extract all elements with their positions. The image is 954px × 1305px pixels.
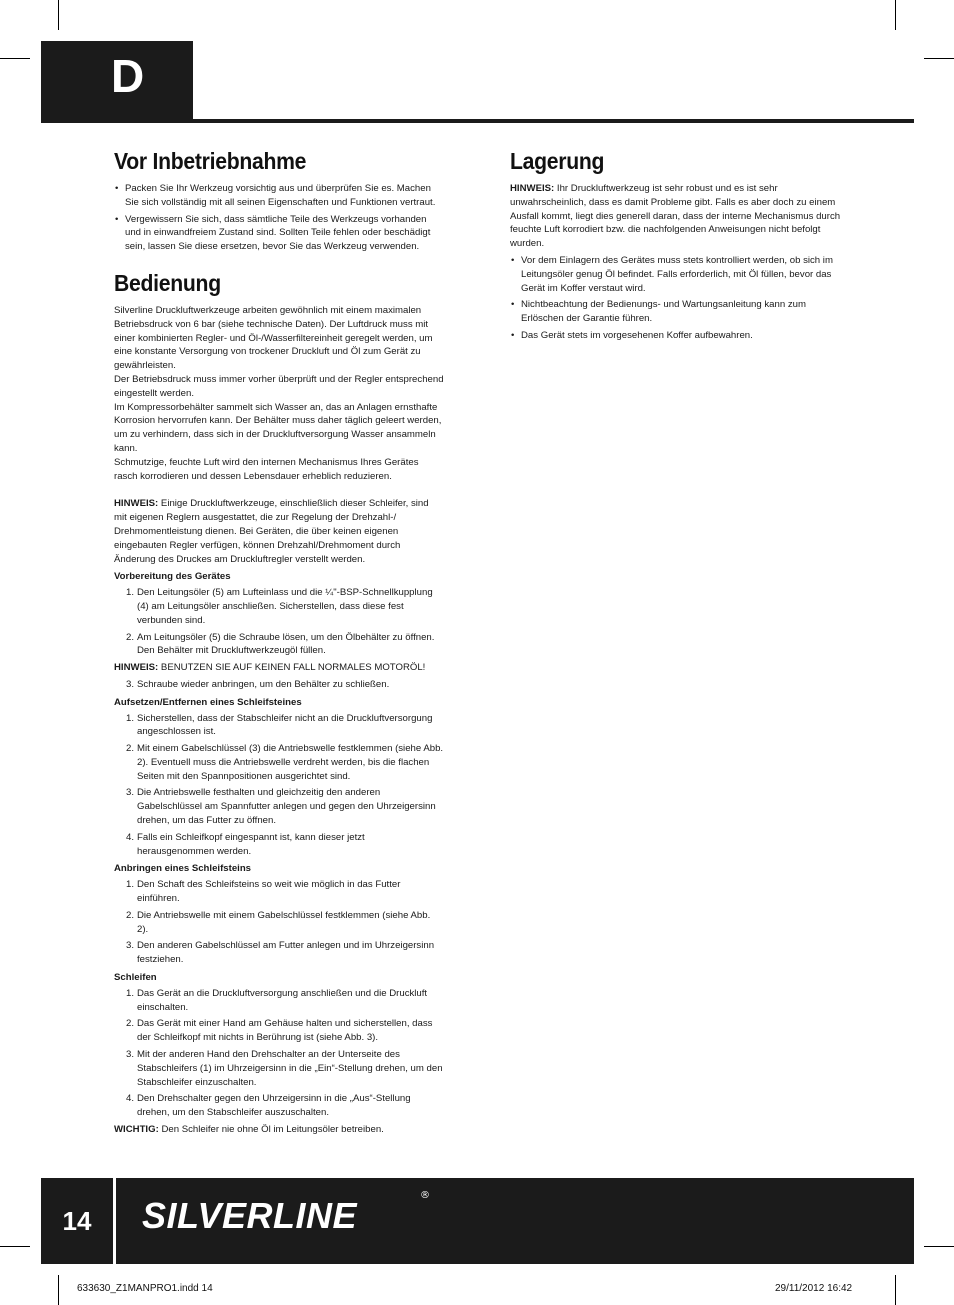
subheading-grinding: Schleifen <box>114 972 157 984</box>
note-text: Ihr Druckluftwerkzeug ist sehr robust und es ist sehr unwahrscheinlich, dass es damit Probleme gibt. Falls es aber doch zu einem Ausfall kommt, liegt dies generell daran, dass der interne Mechanismus durch feuchte Luft korrodiert bzw. die nachfolgenden Anweisungen nicht befolgt wurden. <box>510 183 841 250</box>
step-text: Falls ein Schleifkopf eingespannt ist, kann dieser jetzt herausgenommen werden. <box>137 831 365 857</box>
important-label: WICHTIG: <box>114 1124 159 1136</box>
list-item: • Das Gerät stets im vorgesehenen Koffer aufbewahren. <box>510 329 842 343</box>
step-number: 3. <box>126 1049 135 1061</box>
paragraph: Schmutzige, feuchte Luft wird den internen Mechanismus Ihres Gerätes rasch korrodieren und dessen Lebensdauer erheblich reduzieren. <box>114 456 419 482</box>
step-text: Mit der anderen Hand den Drehschalter an der Unterseite des Stabschleifers (1) im Uhrzeigersinn in die „Ein“-Stellung drehen, um den Stabschleifer einzuschalten. <box>137 1049 443 1088</box>
preparation-steps <box>114 586 444 658</box>
list-item <box>114 878 444 906</box>
list-item <box>114 631 444 659</box>
step-text: Die Antriebswelle mit einem Gabelschlüssel festklemmen (siehe Abb. 2). <box>137 909 431 935</box>
step-number: 2. <box>126 1018 135 1030</box>
step-text: Schraube wieder anbringen, um den Behälter zu schließen. <box>137 678 390 690</box>
crop-mark <box>58 1275 59 1305</box>
step-number: 2. <box>126 743 135 755</box>
step-number: 3. <box>126 678 135 690</box>
step-number: 1. <box>126 587 135 599</box>
note-label: HINWEIS: <box>510 183 555 194</box>
crop-mark <box>58 0 59 30</box>
step-text: Das Gerät an die Druckluftversorgung anschließen und die Druckluft einschalten. <box>137 987 428 1013</box>
list-item <box>114 786 444 827</box>
step-text: Mit einem Gabelschlüssel (3) die Antriebswelle festklemmen (siehe Abb. 2). Eventuell muss die Antriebswelle verdreht werden, bis die flachen Seiten mit den Spannpositionen ausgerichtet sind. <box>137 743 444 782</box>
logo-text: SILVERLINE <box>142 1195 358 1236</box>
crop-mark <box>924 58 954 59</box>
list-item <box>114 586 444 627</box>
silverline-logo <box>132 1186 432 1238</box>
step-text: Den Drehschalter gegen den Uhrzeigersinn in die „Aus“-Stellung drehen, um den Stabschleifer auszuschalten. <box>137 1093 411 1119</box>
step-text: Am Leitungsöler (5) die Schraube lösen, um den Ölbehälter zu öffnen. Den Behälter mit Druckluftwerkzeugöl füllen. <box>137 631 435 657</box>
section-title-operation: Bedienung <box>114 269 221 296</box>
list-item: • Vor dem Einlagern des Gerätes muss stets kontrolliert werden, ob sich im Leitungsöler genug Öl befindet. Falls erforderlich, mit Öl füllen, bevor das Gerät im Koffer verstaut wird. <box>510 254 842 295</box>
list-item <box>114 742 444 783</box>
warning-paragraph <box>114 661 444 675</box>
commissioning-list <box>114 182 444 254</box>
attach-steps <box>114 878 444 967</box>
note-text: Einige Druckluftwerkzeuge, einschließlich dieser Schleifer, sind mit eigenen Reglern ausgestattet, die zur Regelung der Drehzahl-/ Drehmomentleistung dienen. Bei Geräten, die über keinen eigenen eingebauten Regler verfügen, können Drehzahl/Drehmoment durch Änderung des Druckes am Druckluftregler verstellt werden. <box>114 498 429 565</box>
list-item <box>114 678 444 692</box>
language-tab <box>41 41 193 123</box>
step-number: 3. <box>126 940 135 952</box>
list-item <box>114 1092 444 1120</box>
right-column <box>510 148 842 346</box>
paragraph: Silverline Druckluftwerkzeuge arbeiten gewöhnlich mit einem maximalen Betriebsdruck von 6 bar (siehe technische Daten). Der Luftdruck muss mit einer kombinierten Regler- und Öl-/Wasserfiltereinheit geregelt werden, um eine konstante Versorgung von trockener Druckluft und Öl zum Gerät zu gewährleisten. <box>114 304 433 372</box>
list-item: • Nichtbeachtung der Bedienungs- und Wartungsanleitung kann zum Erlöschen der Garantie führen. <box>510 298 842 326</box>
preparation-steps-continued <box>114 678 444 692</box>
list-item <box>114 712 444 740</box>
step-number: 1. <box>126 987 135 999</box>
note-paragraph <box>510 182 842 251</box>
step-number: 2. <box>126 909 135 921</box>
paragraph: Der Betriebsdruck muss immer vorher überprüft und der Regler entsprechend eingestellt werden. <box>114 373 444 399</box>
step-number: 1. <box>126 712 135 724</box>
important-text: Den Schleifer nie ohne Öl im Leitungsöler betreiben. <box>161 1124 384 1136</box>
list-item <box>114 987 444 1015</box>
step-number: 2. <box>126 631 135 643</box>
step-number: 4. <box>126 831 135 843</box>
registered-mark: ® <box>420 1190 430 1201</box>
step-text: Den Leitungsöler (5) am Lufteinlass und die ¼"-BSP-Schnellkupplung (4) am Leitungsöler anschließen. Sicherstellen, dass diese fest verbunden sind. <box>137 587 433 626</box>
warning-label: HINWEIS: <box>114 662 159 674</box>
subheading-attach: Anbringen eines Schleifsteins <box>114 863 252 875</box>
page-number: 14 <box>62 1206 92 1236</box>
subheading-mount: Aufsetzen/Entfernen eines Schleifsteines <box>114 696 302 708</box>
step-text: Den anderen Gabelschlüssel am Futter anlegen und im Uhrzeigersinn festziehen. <box>137 940 435 966</box>
print-date-info: 29/11/2012 16:42 <box>775 1283 853 1294</box>
language-code: D <box>111 50 144 102</box>
note-paragraph <box>114 497 444 566</box>
step-text: Die Antriebswelle festhalten und gleichzeitig den anderen Gabelschlüssel am Spannfutter anlegen und gegen den Uhrzeigersinn drehen, um das Futter zu öffnen. <box>137 787 436 827</box>
list-item <box>114 909 444 937</box>
section-title-commissioning: Vor Inbetriebnahme <box>114 148 307 174</box>
print-file-info: 633630_Z1MANPRO1.indd 14 <box>77 1283 213 1294</box>
list-item <box>114 1017 444 1045</box>
step-number: 1. <box>126 879 135 891</box>
warning-text: BENUTZEN SIE AUF KEINEN FALL NORMALES MOTORÖL! <box>160 662 426 674</box>
header-rule <box>41 119 914 123</box>
step-number: 3. <box>126 787 135 799</box>
list-item: • Packen Sie Ihr Werkzeug vorsichtig aus und überprüfen Sie es. Machen Sie sich vollständig mit all seinen Eigenschaften und Funktionen vertraut. <box>114 182 444 210</box>
crop-mark <box>895 1275 896 1305</box>
step-text: Den Schaft des Schleifsteins so weit wie möglich in das Futter einführen. <box>137 879 401 905</box>
grinding-steps <box>114 987 444 1120</box>
storage-list <box>510 254 842 343</box>
step-text: Sicherstellen, dass der Stabschleifer nicht an die Druckluftversorgung angeschlossen ist. <box>137 712 433 738</box>
step-text: Das Gerät mit einer Hand am Gehäuse halten und sicherstellen, dass der Schleifkopf mit nichts in Berührung ist (siehe Abb. 3). <box>137 1018 433 1044</box>
important-paragraph <box>114 1123 444 1137</box>
note-label: HINWEIS: <box>114 498 159 510</box>
subheading-preparation: Vorbereitung des Gerätes <box>114 571 231 583</box>
crop-mark <box>0 58 30 59</box>
crop-mark <box>0 1246 30 1247</box>
list-item: • Vergewissern Sie sich, dass sämtliche Teile des Werkzeugs vorhanden und in einwandfreiem Zustand sind. Sollten Teile fehlen oder beschädigt sein, lassen Sie diese ersetzen, bevor Sie das Werkzeug verwenden. <box>114 213 444 254</box>
left-column <box>114 148 444 1140</box>
step-number: 4. <box>126 1093 135 1105</box>
section-title-storage: Lagerung <box>510 148 605 174</box>
list-item <box>114 1048 444 1089</box>
crop-mark <box>924 1246 954 1247</box>
mount-steps <box>114 712 444 859</box>
crop-mark <box>895 0 896 30</box>
list-item <box>114 831 444 859</box>
list-item <box>114 939 444 967</box>
paragraph: Im Kompressorbehälter sammelt sich Wasser an, das an Anlagen ernsthafte Korrosion hervorrufen kann. Der Behälter muss daher täglich geleert werden, um zu verhindern, dass sich in der Druckluftversorgung Wasser ansammeln kann. <box>114 401 442 454</box>
footer-divider <box>113 1178 116 1264</box>
spacer <box>114 483 444 497</box>
